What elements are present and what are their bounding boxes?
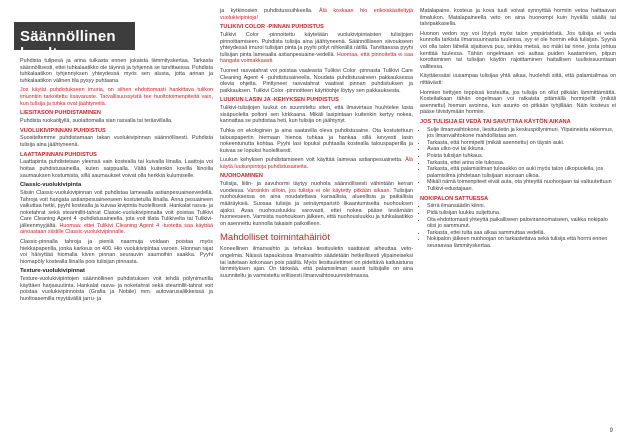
paragraph: Tuoreet rasvatahrat voi poistaa vaaleasta Tulikivi Color -pinnasta Tulikivi Care Cleaning Agent 4 -puhdistusaineella. Noudata puhdistusaineen pakkauksessa olevia ohjeita. Pinttyneet rasvatahrat vaativat pinnan puhdistuksen ja paikkauksen. Tulikivi Color -pinnoitteen käyttöohje löytyy sen pakkauksesta.	[220, 67, 413, 94]
paragraph: Classic-pinnalla tahroja ja pieniä naarmuja voidaan poistaa myös hiekkapaperilla, jonka karkeus on 400. Hio vuolukivipintaa varoen. Hionnan rajat voi häivyttää hiomalla kiven pinnan seurauvin saumoihin saakka. Pyyhi hiomapöly kostealla liinalla pois tulisijan pinnasta.	[20, 239, 213, 265]
paragraph-text: ja kytkinosien puhdistussuihkeella.	[220, 8, 313, 14]
list-item: • Siirrä ilmansäädin kiinni.	[427, 203, 616, 210]
paragraph: Suositeltemme puhdistamaan takan vuolukivipinnan säännöllisesti. Puhdista tulisija aina jäähtyneenä.	[20, 135, 213, 148]
page-number: 9	[609, 428, 613, 434]
warning-text: Huomaa: ettei Tulikivi Cleaning Agent 4 -tuotetta saa käyttää ainoastaan siistille Classic-vuolukivipinnalle.	[20, 222, 213, 236]
page-title: Säännöllinen huolto	[20, 28, 116, 62]
list-item: • Tarkasta, ettei tulta saa alkaa sammuttaa vedellä.	[427, 230, 616, 237]
paragraph-text: Tulisijan nuohouksessa on aina noudatettava kansallisia, alueellisia ja paikallisia määräyksiä. Suosaa tulisija ja seinäymparistö likaantumiselta nuohouksen ajaksi. Avaa nuohousluukku varovasti, ettei nokea pääse leviämään huoneeseen. Varmista nuohouksen jälkeen, että nuohousluukku ja tuhkalaatikko on asennettu kunnolla takaisin paikoilleen.	[220, 187, 413, 227]
list-item: • Tarkasta, että hormipelti (mikäli asennettu) on täysin auki.	[427, 140, 616, 147]
list-item: • Tarkasta, että palamisilman tuloaukko on auki myös talon ulkopuolella, jos palamisilma johdetaan tulisijaan suoraan ulkoa.	[427, 166, 616, 179]
paragraph	[220, 32, 413, 65]
paragraph-text: Tulisija, liitin- ja savuhormi täytyy nuohota säännöllisesti vähintään kerran vuodessa.	[220, 181, 413, 194]
subsection-heading: Classic-vuolukivipinta	[20, 182, 82, 189]
list-item: • Poista tulisijan tuhkaus.	[427, 153, 616, 160]
section-heading: TULIKIVI COLOR -PINNAN PUHDISTUS	[220, 24, 324, 31]
chimney-fire-list	[420, 203, 616, 249]
section-heading: LAATTAPINNAN PUHDISTUS	[20, 151, 97, 158]
section-title: Mahdolliset toimintahäiriöt	[220, 232, 330, 244]
warning-text: Jos käytät puhdistukseen imuria, on siihen ehdottomasti hankittava tulikon imuontiin tarkoitettu lisävaruste. Tarvallisuussyistä tee huoltotoimenpiteitä vain, kun tulisija ja tuhka ovat jäähtyneitä.	[20, 87, 213, 107]
paragraph	[20, 190, 213, 236]
paragraph	[220, 181, 413, 227]
paragraph: Puhdista ruokaöljyllä, suolattomalla sian rasvalla tai teräsvillalla.	[20, 117, 173, 124]
paragraph: Hormien tiettyjen teppissä kosteutta, jos tulisija on ollut pitkään lämmittämättä. Kosteilaikaan tähän ongelmaan voi ratkaista pitämällä hormipellit (mikäli asennettu) hieman avoinna, kun asunto on pitkään tyhjillään. Näin kosteus ei pääse tiivistymään hormiin.	[420, 89, 616, 116]
paragraph: Laattapinta puhdistetaan yleensä vain kostealla tai kuivalla liinalla. Laattoja voi hoitaa puhdistusaineilla, kuten saippualla. Vältä kuitenkin kovilla liinoilla saumauksen kostumista, sillä saumaukset voivat olla herkkiä kulumiselle.	[20, 159, 213, 179]
list-item: • Nokipalon jälkeen nuohoojan on tarkastettava sekä tulisija että hormi ennen seuraavaa lämmityskertaa.	[427, 236, 616, 249]
paragraph-text: Tulikivi Color -pinnoitettu käytetään vuolukivipintaisten tulisijojen pinnoittamiseen. Puhdista tulisija aina jäähtyneenä. Säännölliseen siivoukseen yhteydessä imuroi tulisijan pinta ja pyyhi pölyt nihkeällä rätillä. Tarvittaessa pyyhi tulisijan pinta lameaalla astianpesuaine-vedellä.	[220, 31, 413, 58]
section-heading: LUUKUN LASIN JA -KEHYKSEN PUHDISTUS	[220, 97, 339, 104]
paragraph: Texture-vuolukivipintojen säännöllinen puhdistuksen voit tehdä pölynimurilla käyttäen harjasuutinta. Hankalat rasva- ja noketahrat sekä stearinllit-tahrat voit poistaa vuolukivipinnoista (Grafia ja Nobile) mm. autovarusaliikkeissä ja huoltoasemilla myytävällä jarru- ja	[20, 276, 213, 303]
warning-text: Älä koskaan hio erikoiskäsiteltyjä vuolukivipintoja!	[220, 8, 413, 21]
list-item: • Sulje ilmanvaihtokone, liesituuletin ja keskuspölynimuri. Ylipaineista rakennus, jos ilmanvaihtokone mahdollistaa sen.	[427, 127, 616, 140]
column-3	[420, 8, 616, 253]
warning-text: Älä käytä luukunpintoja puhdistusaineita.	[220, 157, 413, 170]
section-heading: LIESITASON PUHDISTAMINEN	[20, 110, 101, 117]
troubleshoot-list	[420, 127, 616, 193]
section-heading: VUOLUKIVIPINNAN PUHDISTUS	[20, 127, 106, 134]
paragraph: Tuhka on ekologinen ja aina saatavilla oleva puhdistusaine. Ota kostutettuun talouspaperiin hiemaan hienoa tuhkaa ja hankaa sillä kevyesti lasin nokeentunutta kohtaa. Pyyhi lasi lopuksi puhtaalla kostealla talouspaperilla ja kuivaa se lopuksi huolellisesti.	[220, 127, 413, 154]
paragraph: Koneellinen ilmanvaihto ja tehokas liesituuletin saattavat aiheuttaa veto-ongelmia. Näissä tapauksissa ilmanvaihto säädetään hetkellisesti ylipaineiseksi tai laitetaan kokonaan pois päältä. Myös liesituulettimet on pidettävä katkaistuna lämmityksen ajan. On tärkeää, että palamisilman saanti tulisijalle on aina suunniteltu ja varmistettu erillisesti ilmanvaihtosuunnitelmassa.	[220, 246, 413, 279]
list-item: • Ota ehdottomasti yhteyttä paikalliseen palovirannomaiseen, vaikka nokipalo olisi jo sammunut.	[427, 217, 616, 230]
list-item: • Pidä tulisijan luukku suljettuna.	[427, 210, 616, 217]
paragraph	[220, 157, 413, 170]
section-heading: NOKIPALON SATTUESSA	[420, 195, 489, 202]
paragraph	[220, 8, 413, 21]
warning-text: Varsinkin silloin, jos tulisija ei ole käytetty pitkään aikaan.	[247, 187, 391, 194]
list-item: • Avaa ulko-ovi tai ikkuna.	[427, 146, 616, 153]
paragraph: Käyttäessäsi uusampaa tulisijaa yhtä aikaa, huolehdi siitä, että palamisilmaa on riittävästi:	[420, 73, 616, 86]
list-item: • Tarkasta, ettei arina ole tukossa.	[427, 160, 616, 167]
paragraph-text: Siisiin Classic-vuolukivipinnan voit puhdistaa lameaalla astianpesuaineevedellä. Tahroja voit hangata astianpesuaineeseen kostutetulla liinalla. Anna pesuaineen vaikuttaa hetki, pyyhi kostealla ja kuivaa kivipinta huolellisesti. Hankalat rasva- ja noketahrat sekä stearinillit-tahrat Classic-vuolukivipinnalta voit poistaa Tulikivi Care Cleaning Agent 4 -puhdistusaineella, jota voit tilata Tulikivelta tai Tulikivi-jälleenmyyjältä.	[20, 189, 213, 229]
section-heading: JOS TULISIJA EI VEDÄ TAI SAVUTTAA KÄYTÖN AIKANA	[420, 118, 571, 125]
section-heading: NUOHOAMINEN	[220, 173, 263, 180]
subsection-heading: Texture-vuolukivipinnat	[20, 268, 85, 275]
warning-text: Huomaa, että pinnoitetta ei saa hangata voimakkaasti.	[220, 51, 413, 65]
list-item: • Mikäli nämä toimenpiteet eivät auta, ota yhteyttä nuohoojaan tai valtuutettuun Tulikivi-edustajaan.	[427, 179, 616, 192]
column-2	[220, 8, 413, 282]
paragraph: Puhdista tulipesä ja arina tulkasta ennen jokaista lämmityskertaa. Tarkasta säännöllisesti, ettei tuhkalaatikko ole täynnä ja tyhjennä se tarvittaessa. Puhdista tuhkalaatikon tyhjennyksen yhteydessä myös sen alusta, jotta arinan ja tuhkalaatikon välinen tila pysyy puhtaana.	[20, 58, 213, 84]
paragraph-text: Luukun kehyksen puhdistamiseen voit käyttää laimeaa astianpesuainetta.	[220, 157, 403, 164]
paragraph: Matalapaine, kosteus ja kova tuuli voivat synnyttää hormiin vetoa haittaavan ilmalukon. Matalapaineella veto on aina huonompi kuin hyvällä säällä tai talvipakkasella.	[420, 8, 616, 28]
paragraph: Tulikivi-tulisijojen luukut on suunniteltu siten, että ilmavirtaus huuhtelee lasia sisäpuolelta poltoni sen kirkkaana. Mikäli lasipintaan kuitenkin kertyy nokea, kannattaa se puhdistaa heti, kun tulisija on jäähtynyt.	[220, 105, 413, 125]
column-1	[20, 58, 213, 306]
title-bar	[14, 22, 135, 62]
paragraph: Huonon vedon syy voi löytyä myös talon ympäristöstä. Jos tulisija ei veda kunnolla tarkista ilmansuunnasta tuulessa, syy ei ole hormin eikä tulisijan. Syynä voi olla talon lähellä sijaitseva puu, sinkku metsä, iso mäki tai rinne, josta johtua kenttää tuulessa. Tähän ongelmaan voi auttaa puiden kaataminen, piipun korottaminen tai tulisijan käytön rajoittaminen haitallisen tuulisissuuntiaan vallitessa.	[420, 30, 616, 70]
